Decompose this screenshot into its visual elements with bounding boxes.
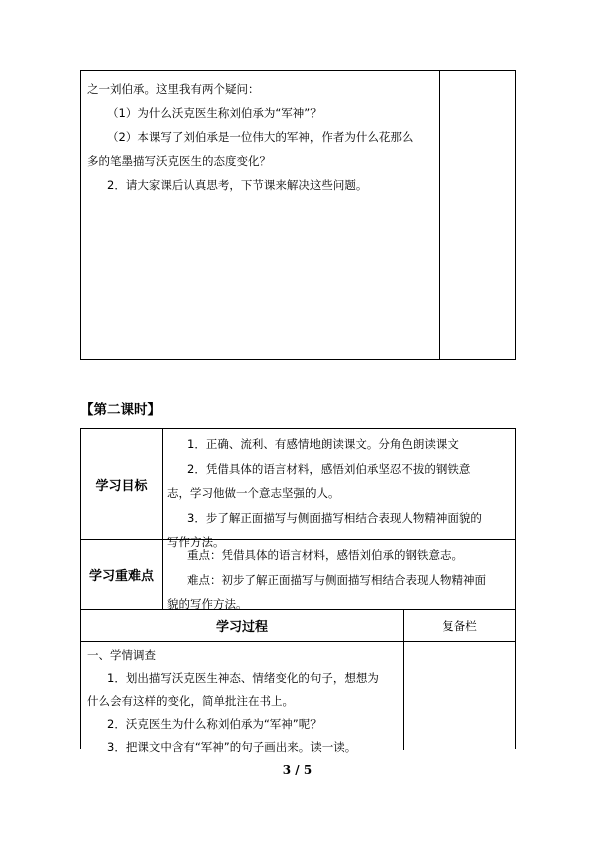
continuation-line: 2．请大家课后认真思考，下节课来解决这些问题。 bbox=[107, 178, 368, 192]
process-line: 3．把课文中含有“军神”的句子画出来。读一读。 bbox=[107, 740, 357, 754]
key-point-line: 貌的写作方法。 bbox=[167, 597, 248, 611]
process-line: 1．划出描写沃克医生神态、情绪变化的句子，想想为 bbox=[107, 671, 379, 685]
process-content bbox=[81, 642, 404, 754]
page-number: 3 / 5 bbox=[282, 763, 313, 777]
goal-line: 2．凭借具体的语言材料，感悟刘伯承坚忍不拔的钢铁意 bbox=[187, 461, 471, 476]
review-column-header: 复备栏 bbox=[442, 618, 477, 633]
process-line: 一、学情调查 bbox=[87, 648, 156, 662]
key-point-line: 重点：凭借具体的语言材料，感悟刘伯承的钢铁意志。 bbox=[187, 548, 463, 562]
goals-row bbox=[81, 429, 515, 549]
key-points-row bbox=[81, 540, 515, 610]
continuation-line: 之一刘伯承。这里我有两个疑问： bbox=[87, 82, 260, 96]
key-points-content bbox=[163, 540, 515, 609]
goals-content bbox=[163, 429, 515, 549]
process-line: 什么会有这样的变化，简单批注在书上。 bbox=[87, 694, 294, 708]
goal-line: 写作方法。 bbox=[167, 535, 225, 549]
process-header: 学习过程 bbox=[81, 610, 404, 641]
key-points-label: 学习重难点 bbox=[81, 540, 163, 609]
process-header-row bbox=[81, 610, 515, 642]
key-point-line: 难点：初步了解正面描写与侧面描写相结合表现人物精神面 bbox=[187, 572, 486, 587]
continuation-line: （2）本课写了刘伯承是一位伟大的军神，作者为什么花那么 bbox=[107, 130, 414, 144]
process-line: 2．沃克医生为什么称刘伯承为“军神”呢？ bbox=[107, 717, 322, 731]
goal-line: 志，学习他做一个意志坚强的人。 bbox=[167, 486, 340, 500]
lesson-heading: 【第二课时】 bbox=[80, 402, 161, 418]
lesson-plan-table bbox=[80, 428, 516, 754]
continuation-line: （1）为什么沃克医生称刘伯承为“军神”？ bbox=[107, 106, 322, 120]
continuation-side-cell bbox=[440, 71, 515, 359]
process-row bbox=[81, 642, 515, 754]
goals-label: 学习目标 bbox=[81, 429, 163, 539]
continuation-line: 多的笔墨描写沃克医生的态度变化？ bbox=[87, 154, 271, 168]
continuation-table bbox=[80, 70, 516, 360]
continuation-content bbox=[81, 71, 440, 359]
goal-line: 3．步了解正面描写与侧面描写相结合表现人物精神面貌的 bbox=[187, 510, 482, 525]
goal-line: 1．正确、流利、有感情地朗读课文。分角色朗读课文 bbox=[187, 437, 459, 451]
